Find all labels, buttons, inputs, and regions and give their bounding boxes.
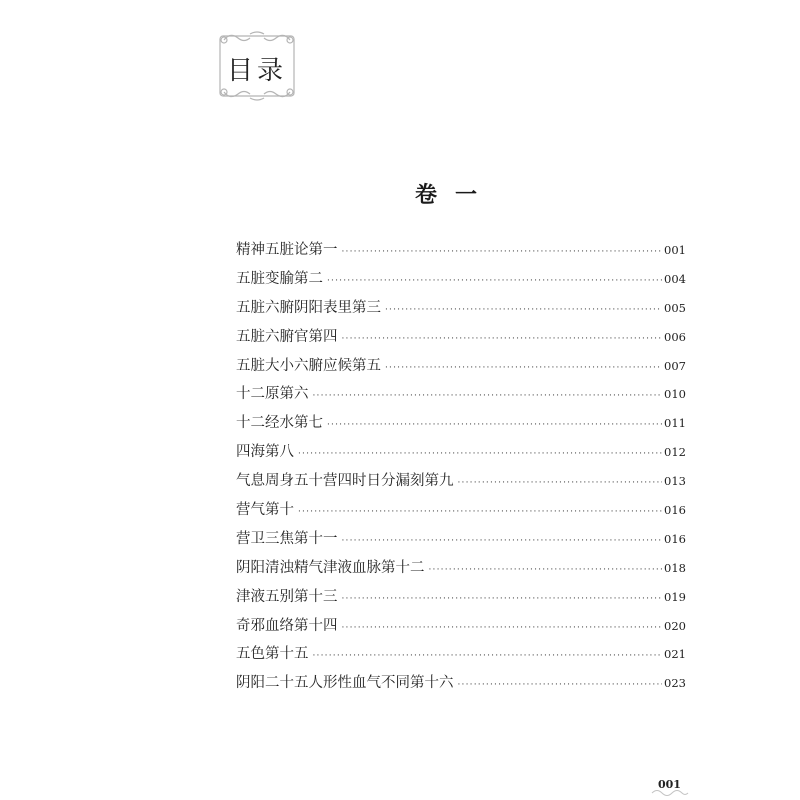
toc-entry[interactable] — [236, 265, 686, 294]
toc-entry[interactable] — [236, 409, 686, 438]
toc-entry[interactable] — [236, 467, 686, 496]
toc-entry-title: 奇邪血络第十四 — [236, 617, 338, 634]
dot-leader — [342, 527, 663, 556]
toc-entry-page: 016 — [664, 531, 686, 546]
toc-entry-title: 阴阳二十五人形性血气不同第十六 — [236, 675, 454, 692]
toc-entry[interactable] — [236, 554, 686, 583]
toc-entry[interactable] — [236, 525, 686, 554]
toc-entry-page: 013 — [664, 474, 686, 489]
toc-entry[interactable] — [236, 352, 686, 381]
toc-entry-page: 020 — [664, 618, 686, 633]
toc-entry-page: 016 — [664, 503, 686, 518]
dot-leader — [458, 671, 663, 700]
table-of-contents — [236, 236, 686, 698]
footer-ornament-icon — [650, 788, 690, 798]
toc-entry-title: 五脏六腑官第四 — [236, 328, 338, 345]
dot-leader — [385, 354, 662, 383]
toc-entry-title: 五脏变腧第二 — [236, 270, 323, 287]
toc-entry[interactable] — [236, 640, 686, 669]
toc-entry-title: 气息周身五十营四时日分漏刻第九 — [236, 473, 454, 490]
toc-entry-page: 006 — [664, 329, 686, 344]
toc-entry-title: 营卫三焦第十一 — [236, 530, 338, 547]
dot-leader — [298, 440, 662, 469]
toc-entry-title: 五脏大小六腑应候第五 — [236, 357, 381, 374]
toc-entry-page: 018 — [664, 560, 686, 575]
toc-entry[interactable] — [236, 236, 686, 265]
dot-leader — [313, 642, 663, 671]
toc-entry-page: 011 — [664, 416, 686, 431]
toc-entry-page: 004 — [664, 271, 686, 286]
toc-entry[interactable] — [236, 583, 686, 612]
toc-entry-page: 023 — [664, 676, 686, 691]
dot-leader — [429, 556, 663, 585]
toc-entry[interactable] — [236, 438, 686, 467]
toc-entry-page: 012 — [664, 445, 686, 460]
dot-leader — [458, 469, 663, 498]
dot-leader — [298, 498, 662, 527]
toc-entry[interactable] — [236, 294, 686, 323]
toc-entry[interactable] — [236, 380, 686, 409]
contents-header-ornament — [216, 30, 298, 102]
toc-entry-page: 007 — [664, 358, 686, 373]
toc-entry-title: 营气第十 — [236, 502, 294, 519]
volume-heading: 卷一 — [414, 182, 495, 208]
page-title: 目录 — [226, 56, 287, 86]
toc-entry-page: 010 — [664, 387, 686, 402]
dot-leader — [327, 411, 662, 440]
toc-entry-title: 四海第八 — [236, 444, 294, 461]
dot-leader — [342, 585, 663, 614]
toc-entry-title: 十二原第六 — [236, 386, 309, 403]
toc-entry-title: 阴阳清浊精气津液血脉第十二 — [236, 559, 425, 576]
toc-entry[interactable] — [236, 323, 686, 352]
toc-entry-page: 005 — [664, 300, 686, 315]
toc-entry[interactable] — [236, 612, 686, 641]
toc-entry-page: 019 — [664, 589, 686, 604]
dot-leader — [342, 238, 663, 267]
toc-entry-title: 十二经水第七 — [236, 415, 323, 432]
toc-entry-page: 021 — [664, 647, 686, 662]
toc-entry-title: 津液五别第十三 — [236, 588, 338, 605]
dot-leader — [342, 325, 663, 354]
dot-leader — [313, 382, 663, 411]
dot-leader — [327, 267, 662, 296]
toc-entry-title: 五脏六腑阴阳表里第三 — [236, 299, 381, 316]
dot-leader — [385, 296, 662, 325]
toc-entry-title: 精神五脏论第一 — [236, 242, 338, 258]
dot-leader — [342, 614, 663, 643]
toc-entry-page: 001 — [664, 243, 686, 257]
toc-entry[interactable] — [236, 669, 686, 698]
toc-entry[interactable] — [236, 496, 686, 525]
toc-entry-title: 五色第十五 — [236, 646, 309, 663]
page-number: 001 — [658, 778, 681, 791]
